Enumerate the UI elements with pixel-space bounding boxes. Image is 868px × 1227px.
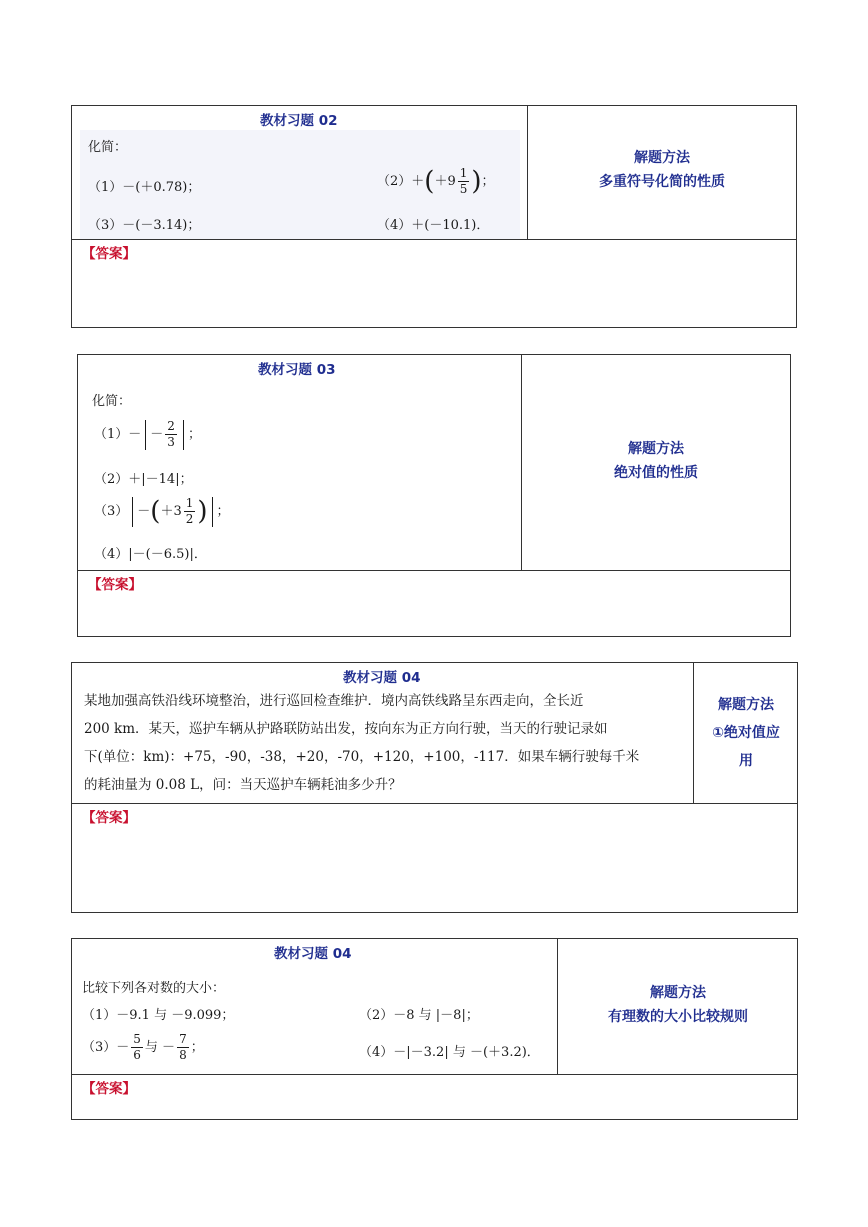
question-item-4: （4）|－(－6.5)|． (94, 547, 207, 562)
question-item-4: （4）＋(－10.1)． (377, 218, 490, 233)
method-text: 多重符号化简的性质 (599, 174, 725, 190)
exercise-04a-box (71, 662, 798, 913)
answer-label: 【答案】 (82, 1081, 136, 1097)
exercise-title: 教材习题 03 (258, 362, 336, 378)
method-text: 有理数的大小比较规则 (608, 1009, 748, 1025)
exercise-02-box (71, 105, 797, 328)
question-item-3: （3）－(－3.14)； (88, 218, 201, 233)
question-item-2: （2）＋|－14|； (94, 472, 193, 487)
question-item-2: （2）＋(＋9 $\frac{1}{5}$ )； (377, 166, 495, 197)
question-item-4: （4）－|－3.2| 与 －(＋3.2)． (359, 1045, 540, 1060)
method-box (528, 146, 796, 194)
exercise-03-box (77, 354, 791, 637)
question-item-2: （2）－8 与 |－8|； (359, 1008, 479, 1023)
method-heading: 解题方法 (650, 985, 706, 1001)
method-heading: 解题方法 (628, 441, 684, 457)
answer-label: 【答案】 (82, 810, 136, 826)
answer-label: 【答案】 (88, 577, 142, 593)
method-text-2: 用 (739, 753, 753, 769)
method-heading: 解题方法 (634, 150, 690, 166)
question-item-3: （3） －(＋3 $\frac{1}{2}$ ) ； (94, 496, 230, 527)
question-intro: 化简： (88, 140, 128, 155)
question-intro: 化简： (92, 394, 132, 409)
question-item-1: （1）－ － $\frac{2}{3}$ ； (94, 419, 201, 449)
method-text-1: ①绝对值应 (712, 725, 780, 741)
method-box (558, 981, 798, 1029)
exercise-title: 教材习题 04 (343, 670, 421, 686)
exercise-title: 教材习题 02 (260, 113, 338, 129)
question-item-1: （1）－(＋0.78)； (88, 180, 201, 195)
question-item-3: （3）－ $\frac{5}{6}$ 与 － $\frac{7}{8}$ ； (82, 1032, 204, 1062)
question-text: 某地加强高铁沿线环境整治，进行巡回检查维护．境内高铁线路呈东西走向，全长近 200 km．某天，巡护车辆从护路联防站出发，按向东为正方向行驶，当天的行驶记录如 下(单位：km)：+75，-90，-38，+20，-70，+120，+100，-117．如果车辆行驶每千米 的耗油量为 0.08 L，问：当天巡护车辆耗油多少升？ (84, 693, 640, 793)
method-text: 绝对值的性质 (614, 465, 698, 481)
exercise-title: 教材习题 04 (274, 946, 352, 962)
method-box (694, 691, 798, 775)
answer-label: 【答案】 (82, 246, 136, 262)
method-box (522, 437, 790, 485)
exercise-04b-box (71, 938, 798, 1120)
method-heading: 解题方法 (718, 697, 774, 713)
question-intro: 比较下列各对数的大小： (82, 981, 226, 996)
question-item-1: （1）－9.1 与 －9.099； (82, 1008, 235, 1023)
